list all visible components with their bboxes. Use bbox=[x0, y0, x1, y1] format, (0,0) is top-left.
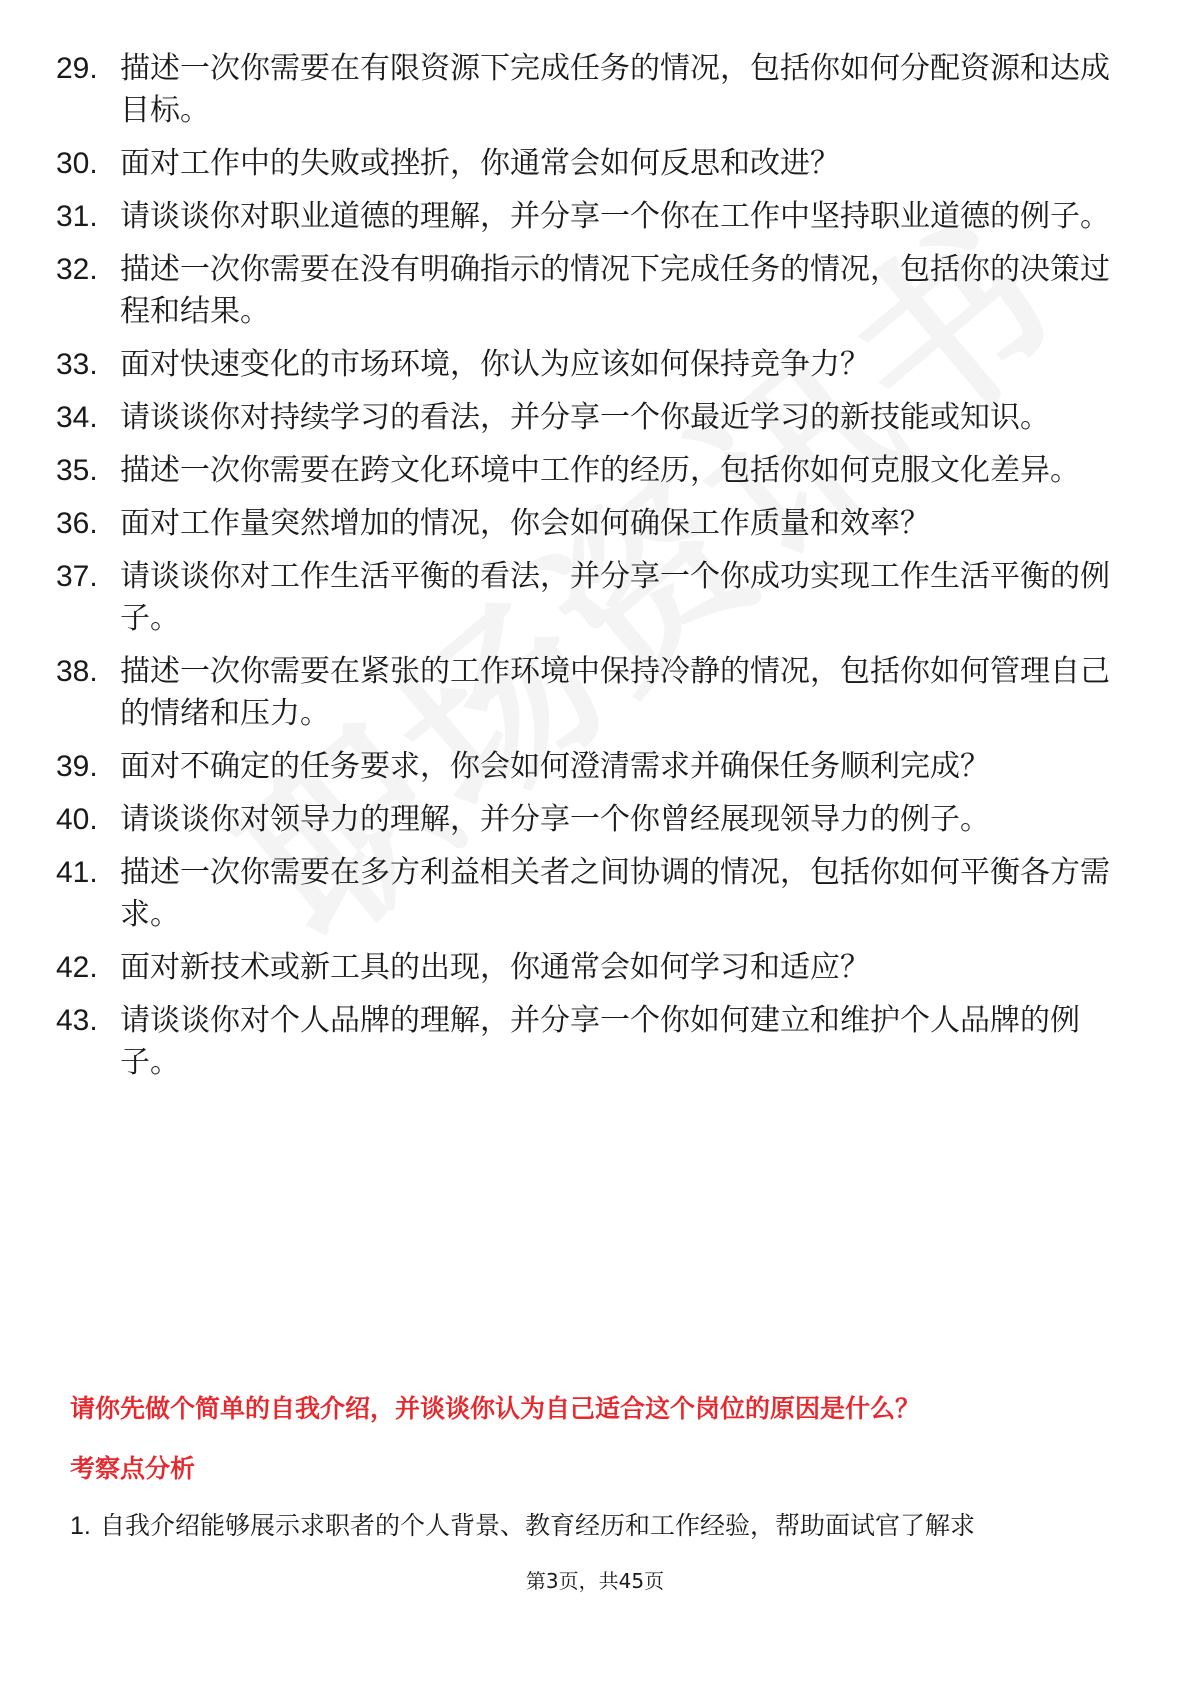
list-item bbox=[56, 852, 1136, 936]
list-item bbox=[56, 651, 1136, 735]
list-item bbox=[56, 947, 1136, 989]
question-text: 请谈谈你对个人品牌的理解，并分享一个你如何建立和维护个人品牌的例子。 bbox=[120, 1003, 1080, 1080]
question-text: 面对不确定的任务要求，你会如何澄清需求并确保任务顺利完成？ bbox=[120, 749, 990, 784]
question-number: 40. bbox=[56, 803, 98, 836]
question-number: 42. bbox=[56, 951, 98, 984]
question-text: 面对快速变化的市场环境，你认为应该如何保持竞争力？ bbox=[120, 347, 870, 382]
analysis-point bbox=[70, 1509, 1150, 1543]
page-footer: 第3页，共45页 bbox=[525, 1569, 665, 1593]
list-item bbox=[56, 344, 1136, 386]
question-text: 描述一次你需要在有限资源下完成任务的情况，包括你如何分配资源和达成目标。 bbox=[120, 51, 1110, 128]
question-text: 请谈谈你对领导力的理解，并分享一个你曾经展现领导力的例子。 bbox=[120, 802, 990, 837]
question-number: 30. bbox=[56, 147, 98, 180]
list-item bbox=[56, 746, 1136, 788]
question-number: 35. bbox=[56, 454, 98, 487]
list-item bbox=[56, 249, 1136, 333]
question-number: 32. bbox=[56, 253, 98, 286]
list-item bbox=[56, 143, 1136, 185]
question-text: 描述一次你需要在没有明确指示的情况下完成任务的情况，包括你的决策过程和结果。 bbox=[120, 252, 1110, 329]
list-item bbox=[56, 450, 1136, 492]
analysis-point-text: 自我介绍能够展示求职者的个人背景、教育经历和工作经验，帮助面试官了解求 bbox=[100, 1511, 976, 1540]
question-text: 请谈谈你对工作生活平衡的看法，并分享一个你成功实现工作生活平衡的例子。 bbox=[120, 559, 1110, 636]
list-item bbox=[56, 503, 1136, 545]
list-item bbox=[56, 556, 1136, 640]
question-text: 面对工作量突然增加的情况，你会如何确保工作质量和效率？ bbox=[120, 506, 930, 541]
question-number: 33. bbox=[56, 348, 98, 381]
question-number: 31. bbox=[56, 200, 98, 233]
question-text: 面对工作中的失败或挫折，你通常会如何反思和改进？ bbox=[120, 146, 840, 181]
question-number: 29. bbox=[56, 52, 98, 85]
list-item bbox=[56, 196, 1136, 238]
analysis-heading: 考察点分析 bbox=[70, 1454, 196, 1483]
list-item bbox=[56, 397, 1136, 439]
question-text: 请谈谈你对持续学习的看法，并分享一个你最近学习的新技能或知识。 bbox=[120, 400, 1050, 435]
question-number: 43. bbox=[56, 1004, 98, 1037]
question-number: 39. bbox=[56, 750, 98, 783]
list-item bbox=[56, 799, 1136, 841]
question-text: 面对新技术或新工具的出现，你通常会如何学习和适应？ bbox=[120, 950, 870, 985]
question-text: 请谈谈你对职业道德的理解，并分享一个你在工作中坚持职业道德的例子。 bbox=[120, 199, 1110, 234]
question-text: 描述一次你需要在紧张的工作环境中保持冷静的情况，包括你如何管理自己的情绪和压力。 bbox=[120, 654, 1110, 731]
analysis-point-number: 1. bbox=[70, 1512, 91, 1540]
question-list bbox=[56, 48, 1136, 1095]
question-text: 描述一次你需要在多方利益相关者之间协调的情况，包括你如何平衡各方需求。 bbox=[120, 855, 1110, 932]
question-number: 38. bbox=[56, 655, 98, 688]
question-number: 37. bbox=[56, 560, 98, 593]
highlight-question: 请你先做个简单的自我介绍，并谈谈你认为自己适合这个岗位的原因是什么？ bbox=[70, 1394, 921, 1423]
question-number: 41. bbox=[56, 856, 98, 889]
question-number: 36. bbox=[56, 507, 98, 540]
question-text: 描述一次你需要在跨文化环境中工作的经历，包括你如何克服文化差异。 bbox=[120, 453, 1080, 488]
list-item bbox=[56, 48, 1136, 132]
list-item bbox=[56, 1000, 1136, 1084]
question-number: 34. bbox=[56, 401, 98, 434]
